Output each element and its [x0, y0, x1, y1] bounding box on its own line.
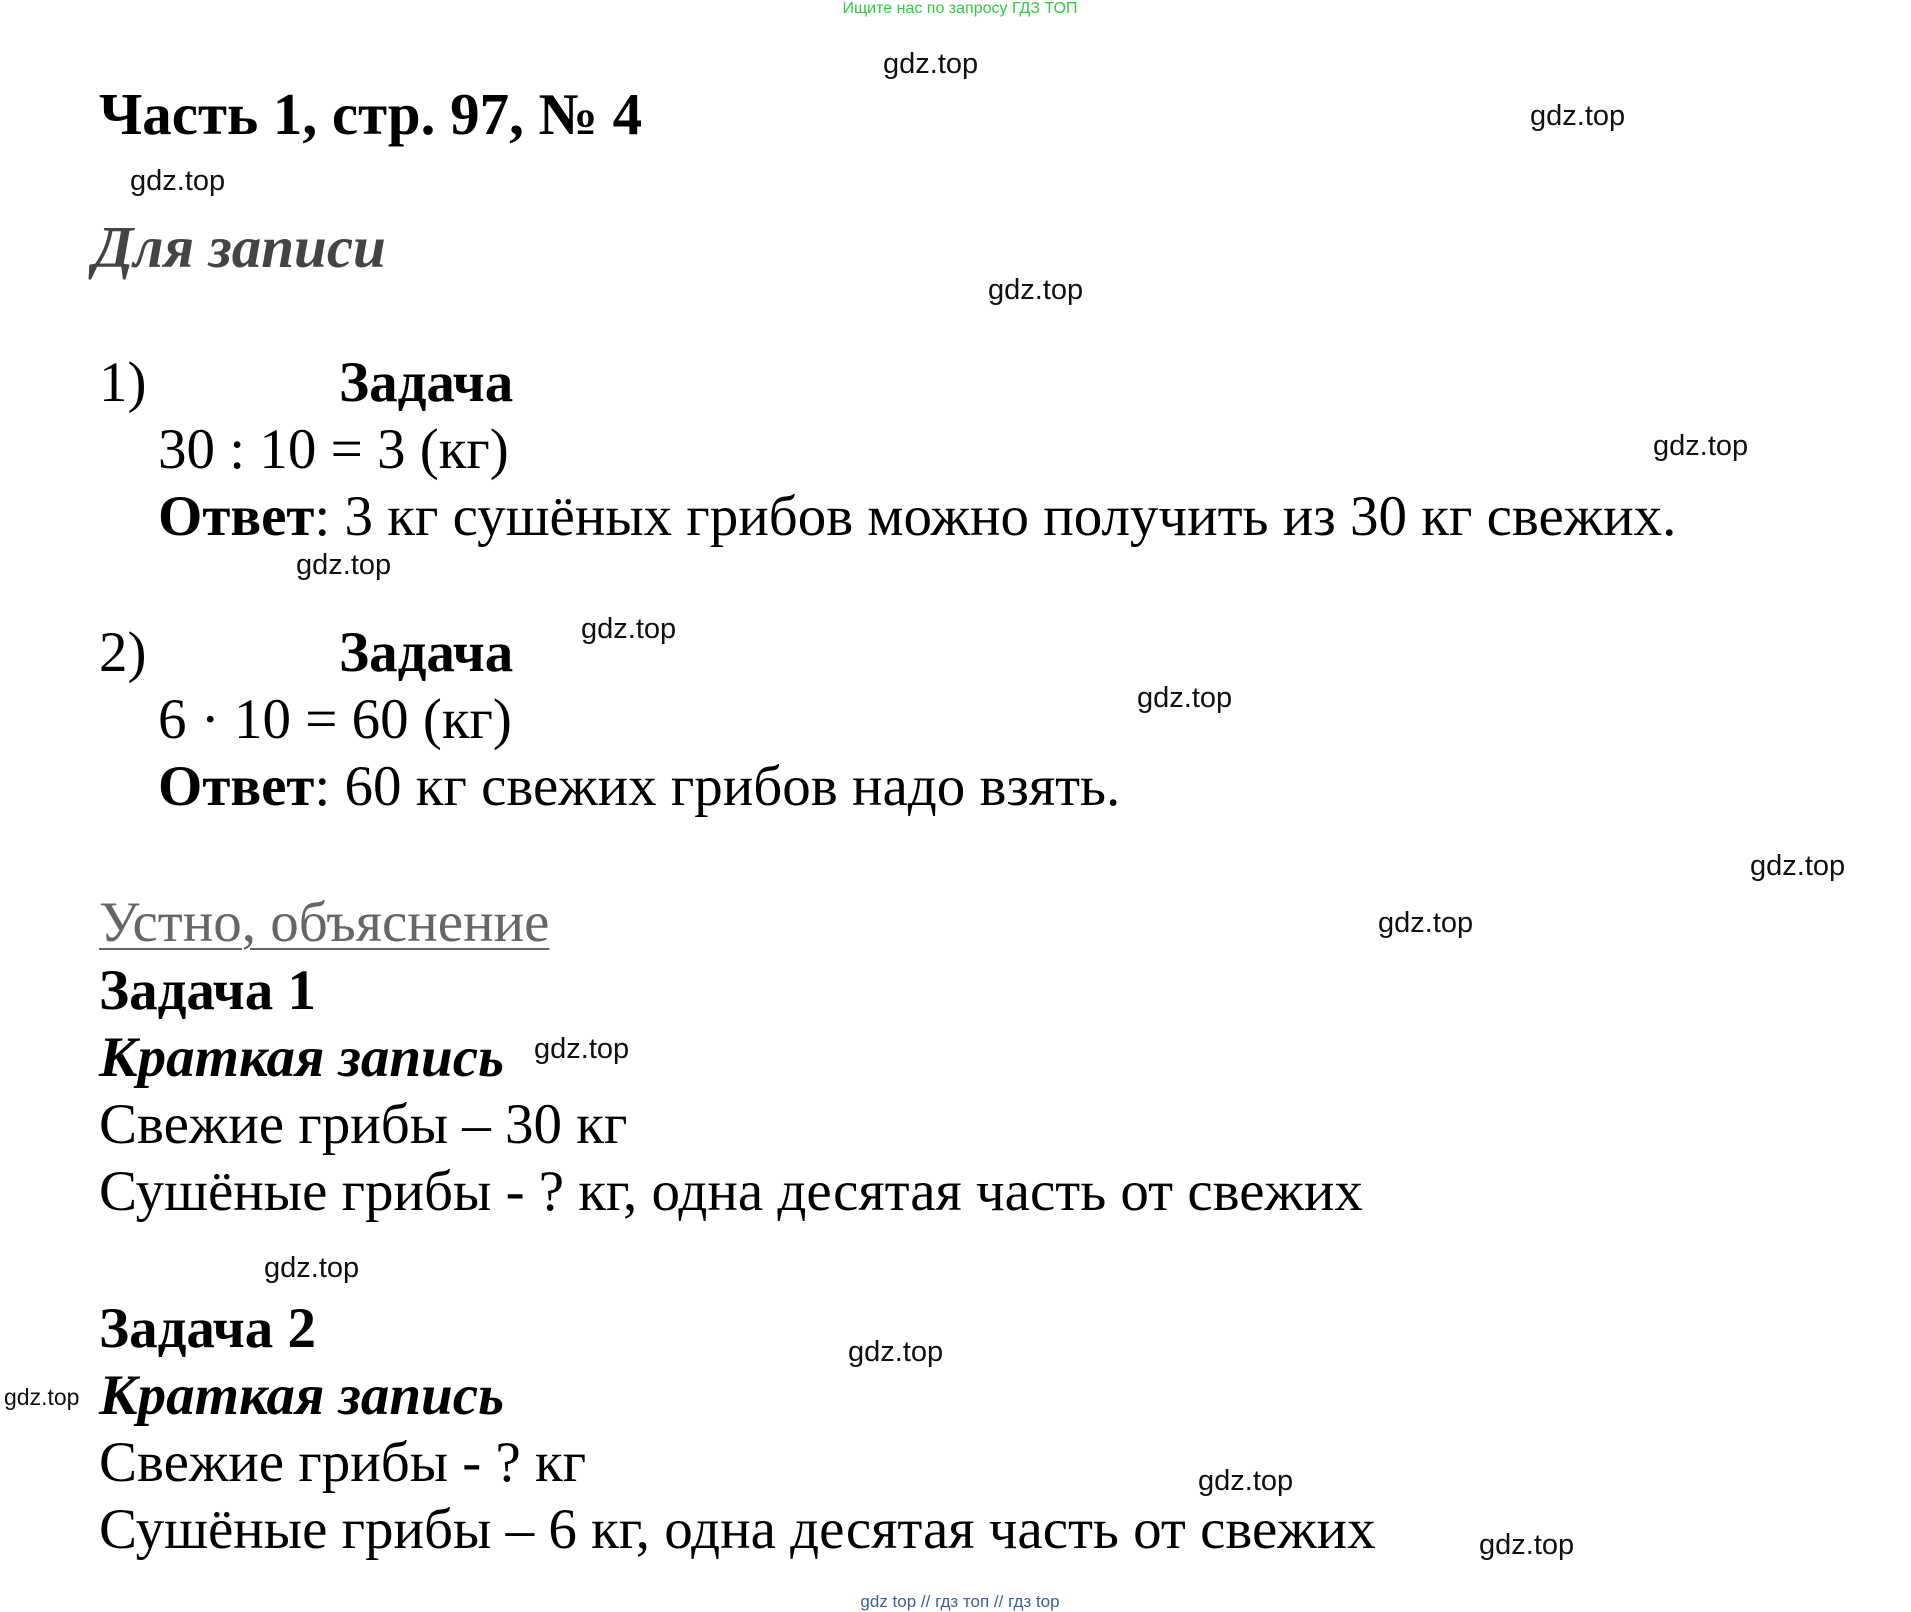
- watermark: gdz.top: [1198, 1465, 1294, 1497]
- answer-text: : 3 кг сушёных грибов можно получить из 30 кг свежих.: [314, 485, 1677, 548]
- oral-task2-line1: Свежие грибы - ? кг: [99, 1431, 587, 1494]
- task1-answer: [158, 484, 1676, 549]
- section-oral: Устно, объяснение: [99, 891, 550, 954]
- page-title: Часть 1, стр. 97, № 4: [99, 81, 643, 147]
- promo-banner[interactable]: Ищите нас по запросу ГДЗ ТОП: [842, 0, 1078, 17]
- watermark: gdz.top: [296, 549, 392, 581]
- watermark: gdz.top: [988, 274, 1084, 306]
- task1-label: Задача: [339, 351, 514, 414]
- oral-task1-heading: Задача 1: [99, 959, 317, 1022]
- watermark: gdz.top: [130, 165, 226, 197]
- watermark: gdz.top: [534, 1033, 630, 1065]
- watermark: gdz.top: [1378, 907, 1474, 939]
- watermark: gdz.top: [1137, 682, 1233, 714]
- oral-task1-line1: Свежие грибы – 30 кг: [99, 1093, 628, 1156]
- watermark: gdz.top: [1653, 430, 1749, 462]
- watermark: gdz.top: [883, 48, 979, 80]
- watermark: gdz.top: [581, 613, 677, 645]
- oral-task2-subheading: Краткая запись: [99, 1364, 505, 1427]
- section-for-record: Для записи: [93, 214, 386, 280]
- watermark: gdz.top: [1530, 100, 1626, 132]
- oral-task1-subheading: Краткая запись: [99, 1026, 505, 1089]
- answer-label: Ответ: [158, 485, 315, 548]
- watermark: gdz.top: [264, 1252, 360, 1284]
- oral-task2-heading: Задача 2: [99, 1297, 317, 1360]
- watermark: gdz.top: [4, 1384, 80, 1410]
- oral-task2-line2: Сушёные грибы – 6 кг, одна десятая часть от свежих: [99, 1498, 1376, 1561]
- answer-text: : 60 кг свежих грибов надо взять.: [314, 755, 1121, 818]
- task1-number: 1): [99, 351, 147, 414]
- footer-links[interactable]: gdz top // гдз топ // гдз top: [860, 1592, 1060, 1611]
- task1-calc: 30 : 10 = 3 (кг): [158, 418, 509, 481]
- answer-label: Ответ: [158, 755, 315, 818]
- task2-calc: 6 · 10 = 60 (кг): [158, 688, 512, 751]
- watermark: gdz.top: [848, 1336, 944, 1368]
- watermark: gdz.top: [1479, 1529, 1575, 1561]
- oral-task1-line2: Сушёные грибы - ? кг, одна десятая часть от свежих: [99, 1160, 1363, 1223]
- task2-label: Задача: [339, 621, 514, 684]
- watermark: gdz.top: [1750, 850, 1846, 882]
- task2-answer: [158, 754, 1120, 819]
- task2-number: 2): [99, 621, 147, 684]
